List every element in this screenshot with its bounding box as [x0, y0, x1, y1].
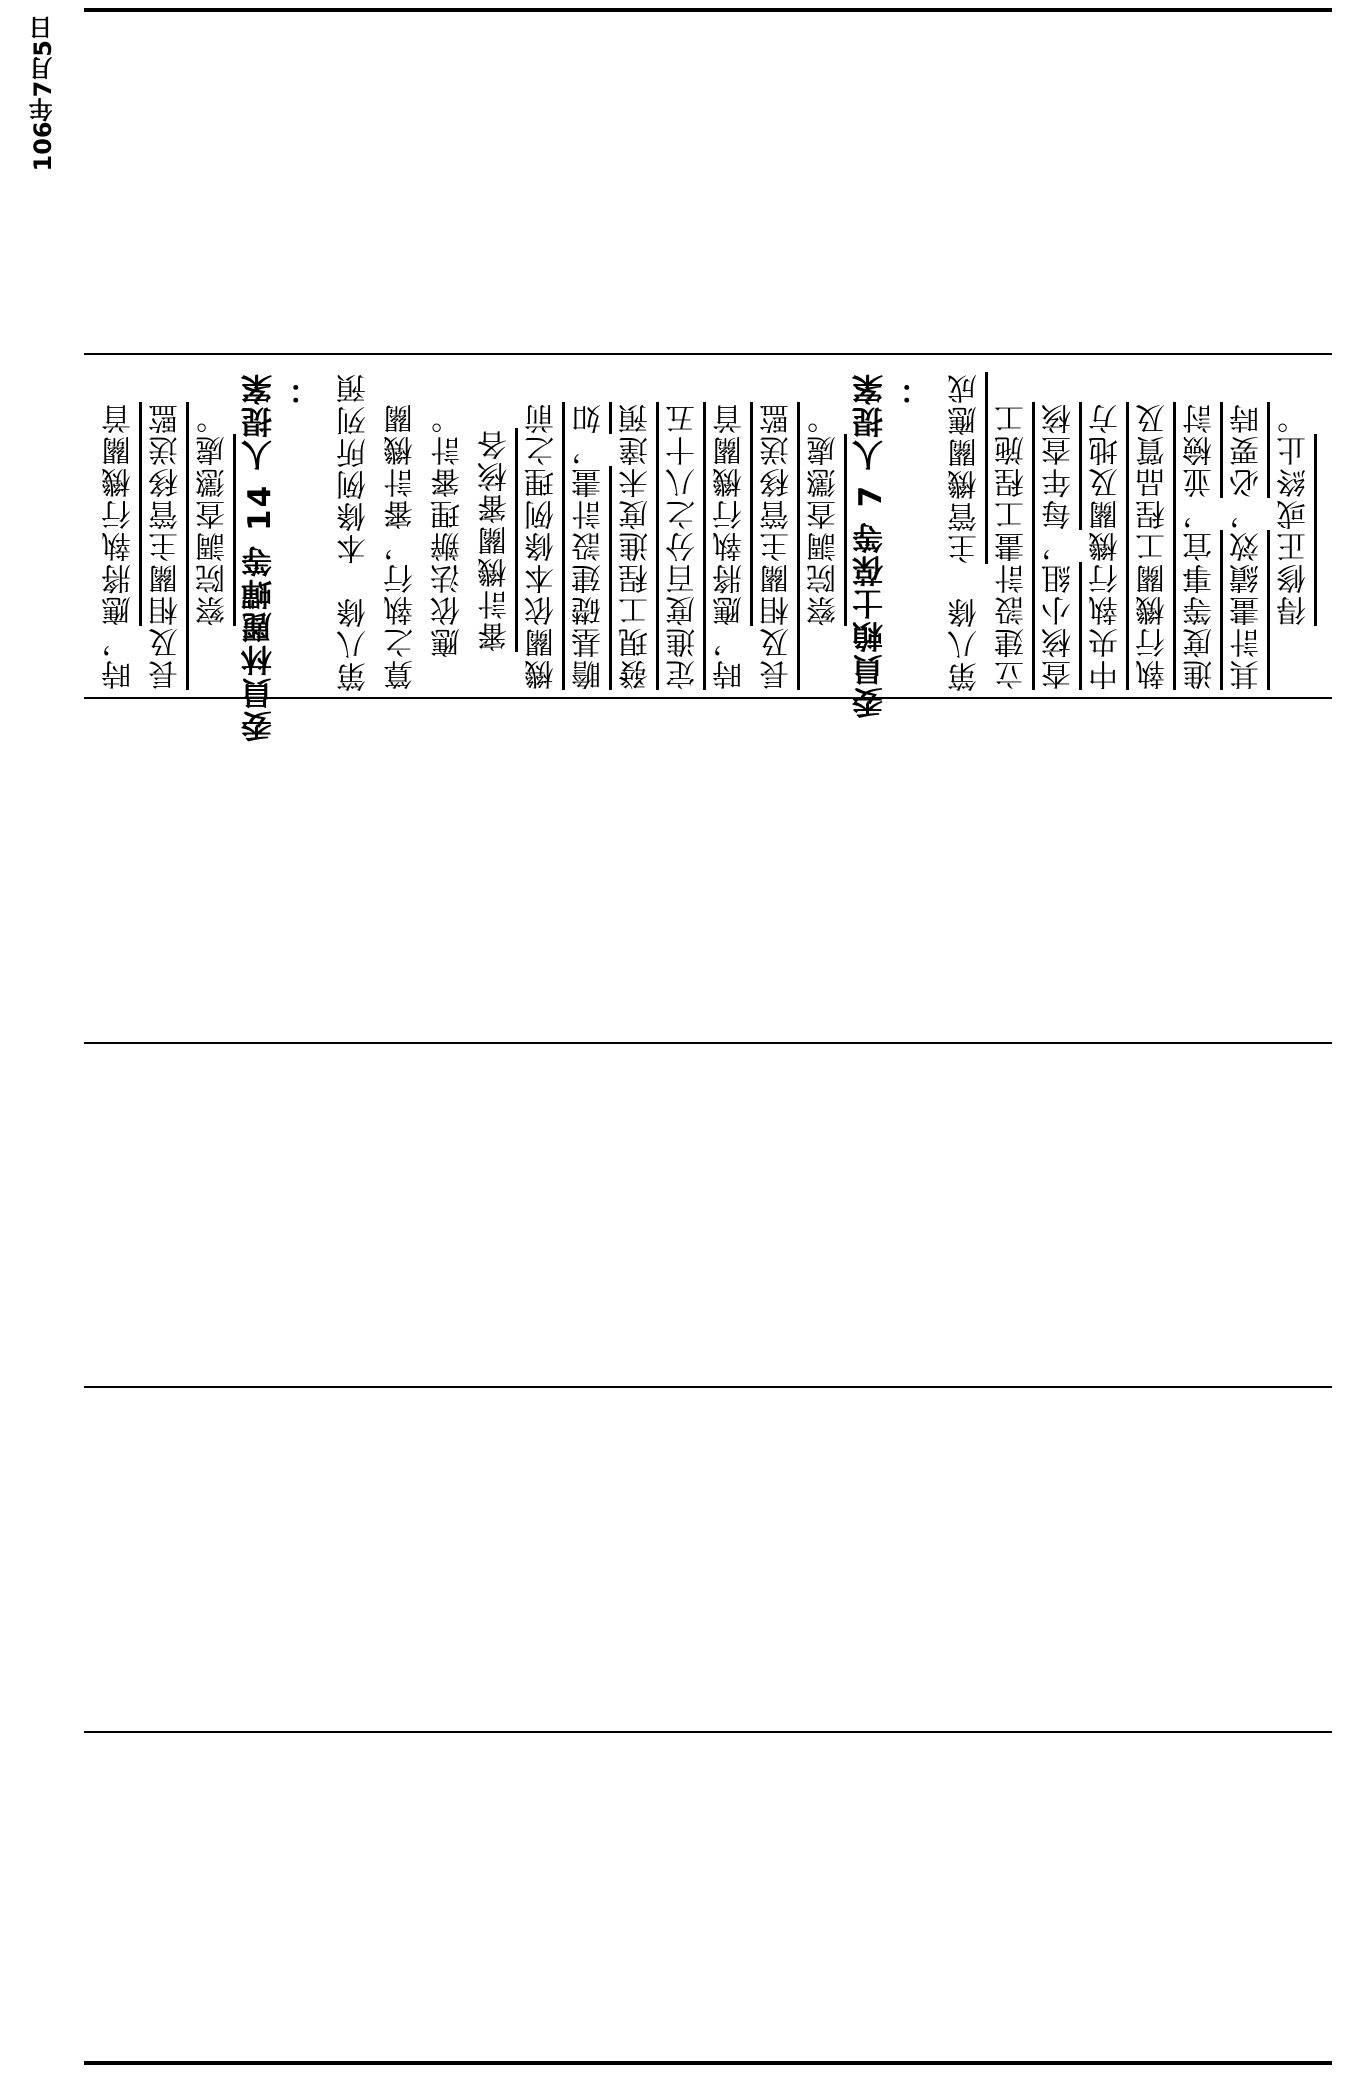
proposer-heading-line — [895, 372, 942, 405]
line-content — [472, 372, 519, 652]
row-divider — [84, 1042, 1332, 1044]
line-content — [96, 372, 143, 690]
clause-text-line — [707, 372, 754, 690]
clause-text-line — [942, 372, 989, 692]
amended-text-segment: 應將執行機關首 — [102, 402, 137, 626]
line-content — [1130, 372, 1177, 690]
amended-text-segment: 應將執行機關首 — [713, 402, 748, 626]
amended-text-segment: 執行機關工程品質及 — [1136, 402, 1171, 690]
amended-text-segment: 並檢討 — [1183, 402, 1218, 498]
text-segment: ， — [1183, 498, 1218, 530]
line-content — [190, 372, 237, 626]
line-content — [519, 372, 566, 690]
amended-text-segment: 機關依本條例理之前 — [525, 402, 560, 690]
clause-text-line — [190, 372, 237, 626]
line-content — [237, 372, 284, 742]
amended-text-segment: 主管機關應成 — [948, 372, 983, 564]
row-divider — [84, 1386, 1332, 1388]
line-content — [660, 372, 707, 690]
text-segment: 。 — [196, 402, 231, 434]
text-segment: 委員賴士葆等 7 人提案 — [853, 372, 889, 719]
amended-text-segment: 如 — [572, 402, 607, 434]
line-content — [754, 372, 801, 690]
clause-text-line — [1130, 372, 1177, 690]
text-segment: 。 — [1277, 402, 1312, 434]
amended-text-segment: 其計畫績效 — [1230, 530, 1265, 690]
table-bottom-border — [84, 2061, 1332, 2065]
clause-text-line — [331, 372, 378, 692]
amended-text-segment: 進度等事宜 — [1183, 530, 1218, 690]
text-segment: 時， — [102, 626, 137, 690]
text-segment: 算之執行，審計機關 — [384, 402, 419, 690]
line-content — [378, 372, 425, 690]
line-content — [284, 372, 331, 405]
table-top-border — [84, 8, 1332, 12]
amended-text-segment: 發現工程進度未達預 — [619, 402, 654, 690]
line-content — [143, 372, 190, 690]
amended-text-segment: 審計機關審核各 — [478, 428, 513, 652]
clause-text-line — [1036, 372, 1083, 690]
text-segment: ： — [289, 372, 325, 405]
amended-text-segment: 中央執行機關及地方 — [1089, 402, 1124, 690]
page-date-header — [22, 16, 64, 216]
line-content — [613, 372, 660, 690]
clause-text-line — [1271, 372, 1318, 626]
text-segment: ， — [1042, 530, 1077, 562]
line-content — [1224, 372, 1271, 690]
text-segment: ： — [900, 372, 936, 405]
line-content — [942, 372, 989, 692]
text-segment: 。 — [807, 402, 842, 434]
line-content — [989, 372, 1036, 690]
line-content — [707, 372, 754, 690]
line-content — [895, 372, 942, 405]
line-content — [1177, 372, 1224, 690]
clause-text-line — [1083, 372, 1130, 690]
amended-text-segment: 得修正或終止 — [1277, 434, 1312, 626]
proposer-heading-line — [237, 372, 284, 742]
clause-text-line — [519, 372, 566, 690]
text-segment: 委員林麗蟬等 14 人提案 — [242, 372, 278, 742]
amended-text-segment: 察院調查懲處 — [196, 434, 231, 626]
text-segment: ， — [1230, 498, 1265, 530]
proposer-heading-line — [848, 372, 895, 718]
amended-text-segment: 查核小組 — [1042, 562, 1077, 690]
amended-text-segment: 立建設計畫工程施工 — [995, 402, 1030, 690]
text-segment: 第八條 — [948, 564, 983, 692]
text-segment: ， — [572, 434, 607, 466]
amended-text-segment: 察院調查懲處 — [807, 434, 842, 626]
amended-text-segment: 瞻基礎建設計畫 — [572, 466, 607, 690]
clause-text-line — [378, 372, 425, 690]
clause-text-line — [801, 372, 848, 626]
line-content — [848, 372, 895, 718]
amended-text-segment: 每年查核 — [1042, 402, 1077, 530]
line-content — [1271, 372, 1318, 626]
clause-text-line — [566, 372, 613, 690]
proposal-text-cell — [96, 372, 1326, 742]
clause-text-line — [613, 372, 660, 690]
amended-text-segment: 長及相關主管移送監 — [149, 402, 184, 690]
clause-text-line — [472, 372, 519, 652]
line-content — [1036, 372, 1083, 690]
amended-text-segment: 必要時 — [1230, 402, 1265, 498]
amended-text-segment: 定進度百分之八十五 — [666, 402, 701, 690]
line-content — [331, 372, 378, 692]
amended-text-segment: 長及相關主管移送監 — [760, 402, 795, 690]
text-segment: 應依法辦理審計。 — [431, 402, 466, 658]
page-date-text: 106年7月5日 — [29, 16, 57, 172]
clause-text-line — [989, 372, 1036, 690]
text-segment: 第八條 本條例所列預 — [337, 372, 372, 692]
line-content — [425, 372, 472, 658]
clause-text-line — [1177, 372, 1224, 690]
text-segment: 時， — [713, 626, 748, 690]
row-divider — [84, 1731, 1332, 1733]
line-content — [1083, 372, 1130, 690]
line-content — [801, 372, 848, 626]
line-content — [566, 372, 613, 690]
clause-text-line — [1224, 372, 1271, 690]
clause-text-line — [143, 372, 190, 690]
clause-text-line — [425, 372, 472, 658]
clause-text-line — [660, 372, 707, 690]
row-divider — [84, 353, 1332, 355]
clause-text-line — [754, 372, 801, 690]
proposer-heading-line — [284, 372, 331, 405]
clause-text-line — [96, 372, 143, 690]
